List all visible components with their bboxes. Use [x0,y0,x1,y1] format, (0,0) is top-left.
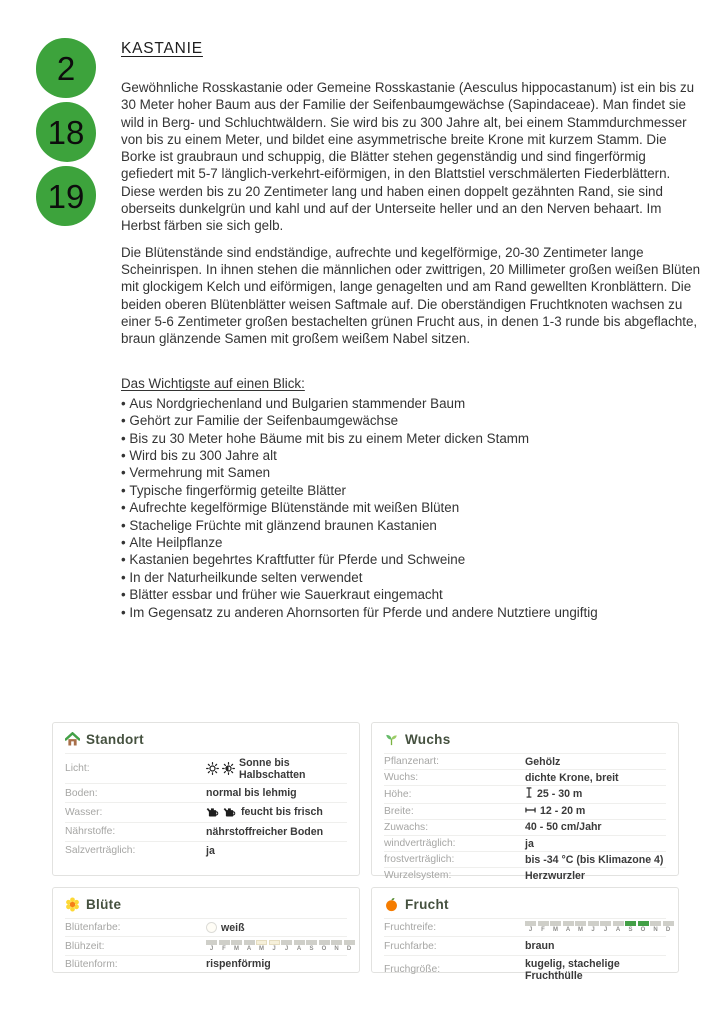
sprout-icon [384,732,399,747]
fruit-icon [384,897,399,912]
bluehzeit-row [65,936,352,954]
sun-half-icon [222,762,235,775]
zuwachs-row [384,819,666,835]
salz-value: ja [206,844,215,857]
row-label: Breite: [384,805,414,817]
flower-icon [65,897,80,912]
row-label: Blühzeit: [65,940,105,952]
ripening-month-bar: J F M A M J J A S O N D [525,921,674,934]
row-label: Licht: [65,763,90,775]
wuchs-row [384,769,666,785]
wurzel-row [384,867,666,883]
wind-value: ja [525,837,534,850]
naehrstoffe-value: nährstoffreicher Boden [206,825,324,838]
row-label: Fruchfarbe: [384,940,437,952]
flower-color-swatch [206,922,217,933]
sun-icon [206,762,219,775]
fruchtgroesse-row [384,955,666,984]
list-item: • Vermehrung mit Samen [121,464,701,481]
bloom-month-bar: J F M A M J J A S O N D [206,940,355,953]
row-label: Salzverträglich: [65,845,136,857]
main-content [121,40,701,621]
pflanzenart-row [384,753,666,769]
list-item: • In der Naturheilkunde selten verwendet [121,569,701,586]
boden-row [65,783,347,802]
wurzel-value: Herzwurzler [525,869,586,882]
row-label: Höhe: [384,788,412,800]
list-item: • Blätter essbar und früher wie Sauerkraut eingemacht [121,586,701,603]
height-arrow-icon [525,787,533,801]
frost-row [384,851,666,867]
number-badge: 18 [36,102,96,162]
licht-value: Sonne bis Halbschatten [239,756,306,781]
frucht-card [371,887,679,982]
row-label: Blütenform: [65,958,118,970]
card-title: Standort [86,732,144,747]
house-icon [65,732,80,747]
fruchtreife-row [384,918,671,936]
list-item: • Bis zu 30 Meter hohe Bäume mit bis zu einem Meter dicken Stamm [121,430,701,447]
row-label: windverträglich: [384,838,456,850]
list-item: • Gehört zur Familie der Seifenbaumgewächse [121,412,701,429]
pflanzenart-value: Gehölz [525,755,561,768]
breite-row [384,803,666,819]
fruchtgroesse-value: kugelig, stachelige Fruchthülle [525,957,620,982]
page-title: KASTANIE [121,40,203,57]
wind-row [384,835,666,851]
salz-row [65,841,347,860]
row-label: Boden: [65,787,98,799]
row-label: Nährstoffe: [65,826,116,838]
bluetenfarbe-row [65,918,347,936]
bluete-card-header [65,897,347,918]
fruchtfarbe-row [384,936,666,954]
row-label: Zuwachs: [384,821,429,833]
row-value [206,757,347,781]
row-value [525,787,666,801]
row-value [206,806,347,818]
page-number-badges [36,38,98,230]
row-value [206,922,347,934]
card-title: Frucht [405,897,449,912]
wasser-value: feucht bis frisch [241,806,323,819]
number-badge: 19 [36,166,96,226]
description-paragraph: Gewöhnliche Rosskastanie oder Gemeine Rosskastanie (Aesculus hippocastanum) ist ein bis zu 30 Meter hoher Baum aus der Familie der Seifenbaumgewächse (Sapindaceae). Man findet sie wild in Berg- und Schluchtwäldern. Sie wird bis zu 300 Jahre alt, bei einem Stammdurchmesser von bis zu einem Meter, und bildet eine asymmetrische breite Krone mit kurzem Stamm. Die Borke ist graubraun und schuppig, die Blätter stehen gegenständig und sind fingerförmig gefiedert mit 5-7 länglich-verkehrt-eiförmigen, in den Blattstiel verschmälerten Fiederblättern. Diese werden bis zu 20 Zentimeter lang und haben einen doppelt gezähnten Rand, sie sind oberseits dunkelgrün und kahl und auf der Unterseite heller und an den Nerven behaart. Im Herbst färben sie sich gelb. [121,80,695,234]
row-value [525,921,671,934]
naehrstoffe-row [65,822,347,841]
list-item: • Stachelige Früchte mit glänzend braunen Kastanien [121,517,701,534]
row-label: Wuchs: [384,772,419,784]
boden-value: normal bis lehmig [206,787,297,800]
standort-card [52,722,360,876]
zuwachs-value: 40 - 50 cm/Jahr [525,821,602,834]
list-item: • Im Gegensatz zu anderen Ahornsorten für Pferde und andere Nutztiere ungiftig [121,604,701,621]
width-arrow-icon [525,805,536,817]
list-item: • Alte Heilpflanze [121,534,701,551]
row-label: Wasser: [65,806,103,818]
list-item: • Kastanien begehrtes Kraftfutter für Pferde und Schweine [121,551,701,568]
list-item: • Typische fingerförmig geteilte Blätter [121,482,701,499]
wuchs-card-header [384,732,666,753]
bluete-card [52,887,360,973]
row-value [525,805,666,817]
row-label: Wurzelsystem: [384,870,452,882]
card-title: Wuchs [405,732,451,747]
highlights-list [121,395,701,621]
watering-can-icon [206,806,220,818]
row-label: Blütenfarbe: [65,922,121,934]
row-label: Fruchgröße: [384,964,441,976]
watering-can-icon [223,806,237,818]
licht-row [65,753,347,783]
wasser-row [65,802,347,821]
standort-card-header [65,732,347,753]
hoehe-value: 25 - 30 m [537,788,583,801]
wuchs-card [371,722,679,882]
number-badge: 2 [36,38,96,98]
list-item: • Wird bis zu 300 Jahre alt [121,447,701,464]
row-value [206,940,352,953]
highlights-heading: Das Wichtigste auf einen Blick: [121,376,305,392]
hoehe-row [384,785,666,802]
wuchs-value: dichte Krone, breit [525,771,619,784]
list-item: • Aus Nordgriechenland und Bulgarien stammender Baum [121,395,701,412]
card-title: Blüte [86,897,122,912]
frost-value: bis -34 °C (bis Klimazone 4) [525,853,664,866]
row-label: Pflanzenart: [384,756,439,768]
bluetenfarbe-value: weiß [221,921,245,934]
bluetenform-value: rispenförmig [206,958,271,971]
row-label: Fruchtreife: [384,922,437,934]
description-paragraph: Die Blütenstände sind endständige, aufrechte und kegelförmige, 20-30 Zentimeter lange Scheinrispen. In ihnen stehen die männlichen oder zwittrigen, 20 Millimeter großen weißen Blüten mit glockigem Kelch und eiförmigen, lange genagelten und am Rand gewellten Kronblättern. Die beiden oberen Blütenblätter weisen Saftmale auf. Die oberständigen Fruchtknoten wachsen zu einer 5-6 Zentimeter großen bestachelten grünen Frucht aus, in denen 1-3 runde bis abgeflachte, braun glänzende Samen mit großem weißem Nabel sitzen. [121,244,701,347]
row-label: frostverträglich: [384,854,455,866]
breite-value: 12 - 20 m [540,805,586,818]
bluetenform-row [65,955,347,973]
fruchtfarbe-value: braun [525,940,555,953]
frucht-card-header [384,897,666,918]
list-item: • Aufrechte kegelförmige Blütenstände mit weißen Blüten [121,499,701,516]
